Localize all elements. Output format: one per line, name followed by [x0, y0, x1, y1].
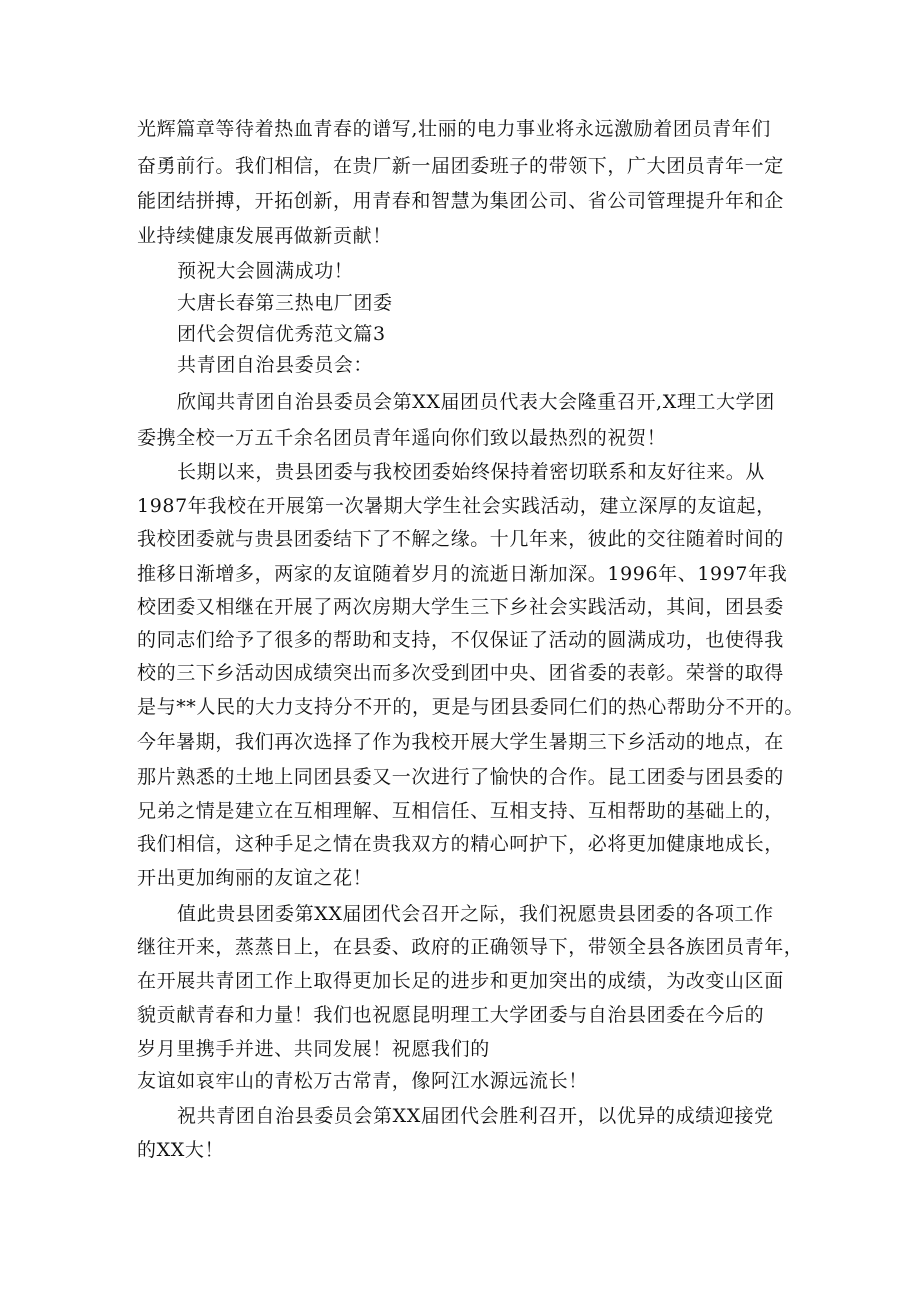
text-line: 欣闻共青团自治县委员会第XX届团员代表大会隆重召开,X理工大学团: [177, 391, 775, 413]
text-line: 我们相信，这种手足之情在贵我双方的精心呵护下，必将更加健康地成长，: [137, 833, 784, 855]
text-line: 貌贡献青春和力量！我们也祝愿昆明理工大学团委与自治县团委在今后的: [137, 1004, 765, 1026]
text-line: 那片熟悉的土地上同团县委又一次进行了愉快的合作。昆工团委与团县委的: [137, 766, 784, 788]
text-line: 校团委又相继在开展了两次房期大学生三下乡社会实践活动，其间，团县委: [137, 596, 784, 618]
text-line: 兄弟之情是建立在互相理解、互相信任、互相支持、互相帮助的基础上的，: [137, 800, 784, 822]
text-line: 今年暑期，我们再次选择了作为我校开展大学生暑期三下乡活动的地点，在: [137, 731, 784, 753]
text-line: 业持续健康发展再做新贡献！: [137, 225, 392, 247]
text-line: 1987年我校在开展第一次暑期大学生社会实践活动，建立深厚的友谊起，: [137, 495, 776, 517]
text-line: 开出更加绚丽的友谊之花！: [137, 867, 373, 889]
text-line: 是与**人民的大力支持分不开的，更是与团县委同仁们的热心帮助分不开的。: [137, 696, 805, 718]
text-line: 奋勇前行。我们相信，在贵厂新一届团委班子的带领下，广大团员青年一定: [137, 155, 784, 177]
text-line: 校的三下乡活动因成绩突出而多次受到团中央、团省委的表彰。荣誉的取得: [137, 662, 784, 684]
text-line: 岁月里携手并进、共同发展！祝愿我们的: [137, 1038, 490, 1060]
text-line: 大唐长春第三热电厂团委: [177, 292, 393, 314]
text-line: 推移日渐增多，两家的友谊随着岁月的流逝日渐加深。1996年、1997年我: [137, 563, 788, 585]
text-line: 团代会贺信优秀范文篇3: [177, 323, 386, 345]
text-line: 在开展共青团工作上取得更加长足的进步和更加突出的成绩，为改变山区面: [137, 970, 784, 992]
text-line: 我校团委就与贵县团委结下了不解之缘。十几年来，彼此的交往随着时间的: [137, 528, 784, 550]
text-line: 的同志们给予了很多的帮助和支持，不仅保证了活动的圆满成功，也使得我: [137, 629, 784, 651]
text-line: 继往开来，蒸蒸日上，在县委、政府的正确领导下，带领全县各族团员青年，: [137, 936, 804, 958]
text-line: 友谊如哀牢山的青松万古常青，像阿江水源远流长！: [137, 1070, 588, 1092]
text-line: 能团结拼搏，开拓创新，用青春和智慧为集团公司、省公司管理提升年和企: [137, 190, 784, 212]
text-line: 委携全校一万五千余名团员青年遥向你们致以最热烈的祝贺！: [137, 427, 667, 449]
text-line: 长期以来，贵县团委与我校团委始终保持着密切联系和友好往来。从: [177, 461, 766, 483]
text-line: 祝共青团自治县委员会第XX届团代会胜利召开，以优异的成绩迎接党: [177, 1105, 774, 1127]
text-line: 值此贵县团委第XX届团代会召开之际，我们祝愿贵县团委的各项工作: [177, 903, 774, 925]
text-line: 光辉篇章等待着热血青春的谱写,壮丽的电力事业将永远激励着团员青年们: [137, 118, 771, 140]
text-line: 共青团自治县委员会：: [177, 354, 374, 376]
text-line: 预祝大会圆满成功！: [177, 260, 354, 282]
text-line: 的XX大！: [137, 1139, 225, 1161]
